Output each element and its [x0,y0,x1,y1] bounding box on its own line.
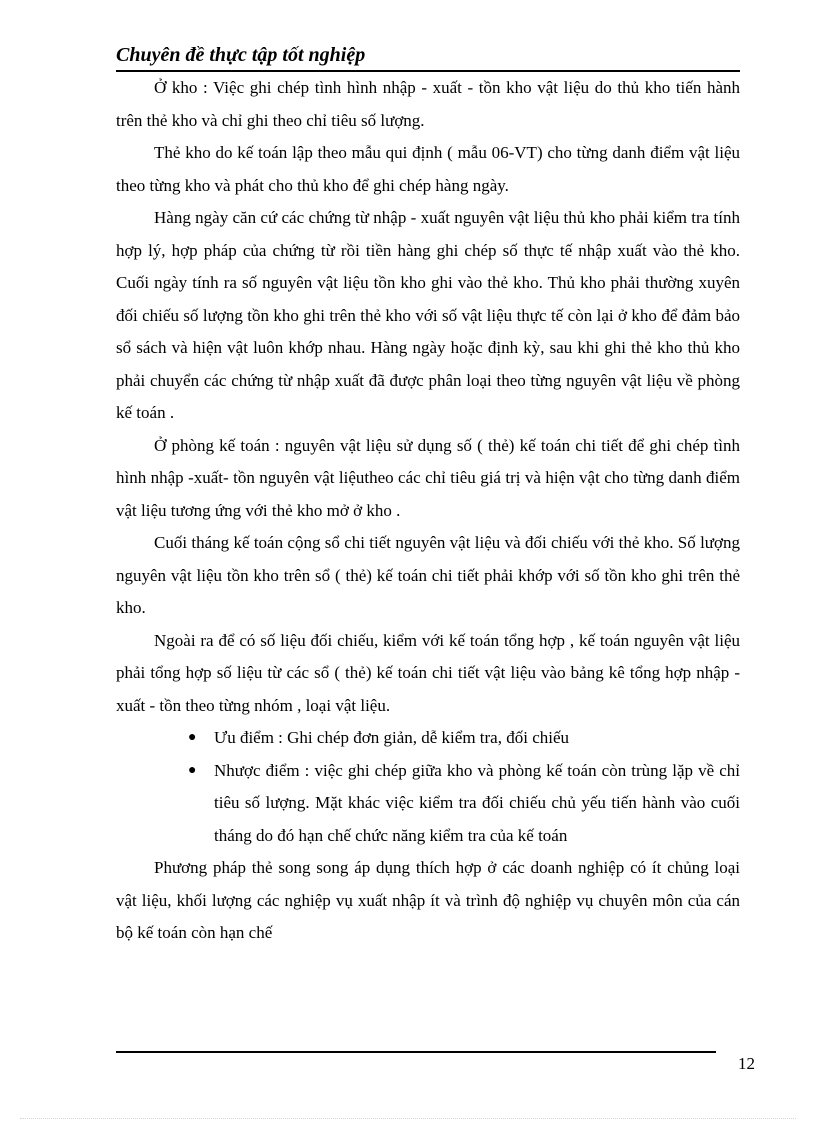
paragraph: Ngoài ra để có số liệu đối chiếu, kiểm với kế toán tổng hợp , kế toán nguyên vật liệu phải tổng hợp số liệu từ các sổ ( thẻ) kế toán chi tiết vật liệu vào bảng kê tổng hợp nhập - xuất - tồn theo từng nhóm , loại vật liệu. [116,630,740,715]
paragraph: Ở kho : Việc ghi chép tình hình nhập - xuất - tồn kho vật liệu do thủ kho tiến hành trên thẻ kho và chỉ ghi theo chỉ tiêu số lượng. [116,78,740,130]
list-item [188,755,740,853]
page-header-title: Chuyên đề thực tập tốt nghiệp [116,42,740,72]
footer-divider [116,1051,716,1053]
page-edge-divider [20,1118,796,1119]
closing-paragraph: Phương pháp thẻ song song áp dụng thích hợp ở các doanh nghiệp có ít chủng loại vật liệu, khối lượng các nghiệp vụ xuất nhập ít và trình độ nghiệp vụ chuyên môn của cán bộ kế toán còn hạn chế [116,858,740,942]
paragraph: Hàng ngày căn cứ các chứng từ nhập - xuất nguyên vật liệu thủ kho phải kiểm tra tính hợp lý, hợp pháp của chứng từ rồi tiền hàng ghi chép số thực tế nhập xuất vào thẻ kho. Cuối ngày tính ra số nguyên vật liệu tồn kho ghi vào thẻ kho. Thủ kho phải thường xuyên đối chiếu số lượng tồn kho ghi trên thẻ kho với số vật liệu thực tế còn lại ở kho để đảm bảo sổ sách và hiện vật luôn khớp nhau. Hàng ngày hoặc định kỳ, sau khi ghi thẻ kho thủ kho phải chuyển các chứng từ nhập xuất đã được phân loại theo từng nguyên vật liệu về phòng kế toán . [116,208,740,422]
bullet-icon: ● [188,762,197,778]
page-number: 12 [738,1054,755,1073]
paragraph: Ở phòng kế toán : nguyên vật liệu sử dụng số ( thẻ) kế toán chi tiết để ghi chép tình hình nhập -xuất- tồn nguyên vật liệutheo các chỉ tiêu giá trị và hiện vật cho từng danh điểm vật liệu tương ứng với thẻ kho mở ở kho . [116,435,740,520]
paragraph: Thẻ kho do kế toán lập theo mẫu qui định ( mẫu 06-VT) cho từng danh điểm vật liệu theo từng kho và phát cho thủ kho để ghi chép hàng ngày. [116,143,740,195]
bullet-list [116,722,740,852]
list-item-text: Nhược điểm : việc ghi chép giữa kho và phòng kế toán còn trùng lặp về chỉ tiêu số lượng. Mặt khác việc kiểm tra đối chiếu chủ yếu tiến hành vào cuối tháng do đó hạn chế chức năng kiểm tra của kế toán [214,760,740,845]
bullet-icon: ● [188,730,197,745]
paragraph: Cuối tháng kế toán cộng sổ chi tiết nguyên vật liệu và đối chiếu với thẻ kho. Số lượng nguyên vật liệu tồn kho trên sổ ( thẻ) kế toán chi tiết phải khớp với số tồn kho ghi trên thẻ kho. [116,533,740,617]
document-body [116,72,740,950]
list-item-text: Ưu điểm : Ghi chép đơn giản, dễ kiểm tra, đối chiếu [214,728,570,747]
list-item [188,722,740,755]
